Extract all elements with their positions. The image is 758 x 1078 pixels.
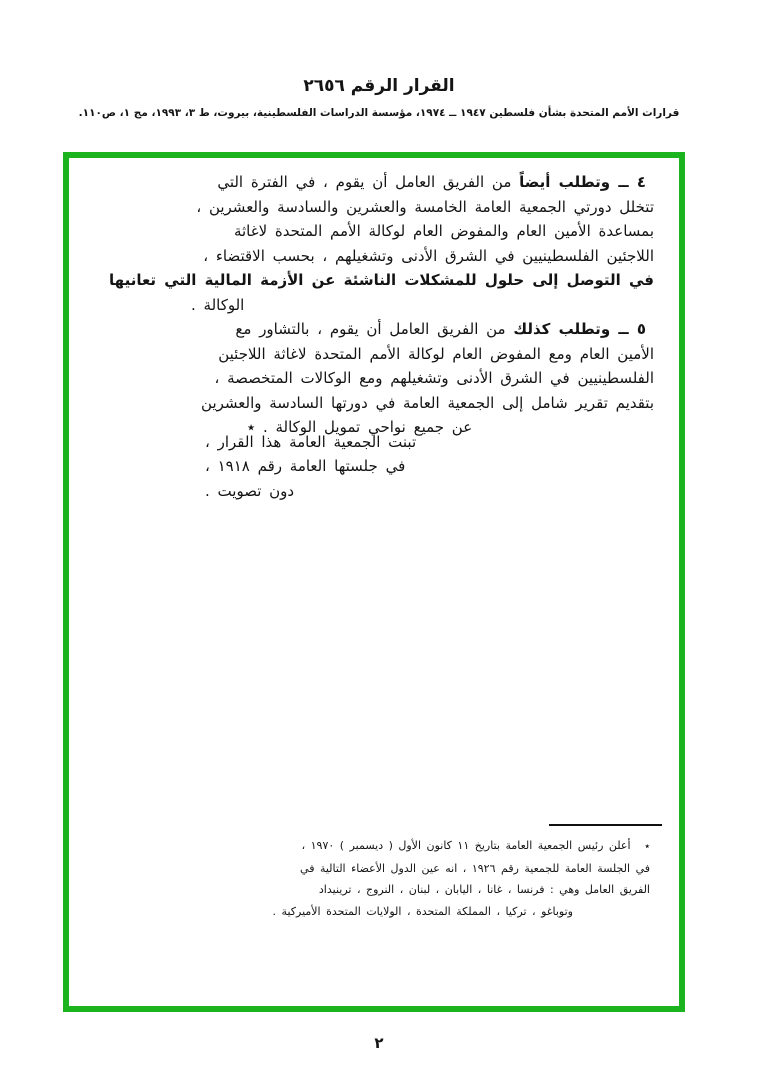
text-line: الوكالة . bbox=[191, 295, 245, 314]
text-line: بتقديم تقرير شامل إلى الجمعية العامة في دورتها السادسة والعشرين bbox=[201, 393, 654, 412]
source-citation: قرارات الأمم المتحدة بشأن فلسطين ١٩٤٧ ــ ١٩٧٤، مؤسسة الدراسات الفلسطينية، بيروت، ط ٣، ١٩٩٣، مج ١، ص١١٠. bbox=[78, 107, 680, 119]
paragraph-5 bbox=[119, 317, 654, 440]
footnote-line: في الجلسة العامة للجمعية رقم ١٩٢٦ ، انه عين الدول الأعضاء التالية في bbox=[300, 861, 650, 875]
resolution-title: القرار الرقم ٢٦٥٦ bbox=[303, 76, 455, 96]
footnote-line: الفريق العامل وهي : فرنسا ، غانا ، اليابان ، لبنان ، النروج ، ترينيداد bbox=[318, 883, 650, 896]
paragraph-5-lead: ٥ ــ وتطلب كذلك bbox=[513, 320, 646, 338]
adoption-line: دون تصويت . bbox=[205, 481, 295, 500]
footnote-separator-rule bbox=[549, 824, 662, 826]
text-line-with-footnote-ref: عن جميع نواحي تمويل الوكالة . ٭ bbox=[247, 418, 473, 436]
paragraph-5-line1: من الفريق العامل أن يقوم ، بالتشاور مع bbox=[235, 320, 514, 338]
text-line: الفلسطينيين في الشرق الأدنى وتشغيلهم ومع الوكالات المتخصصة ، bbox=[214, 369, 654, 387]
paragraph-4 bbox=[109, 170, 654, 317]
adoption-statement bbox=[119, 430, 654, 504]
text-line: بمساعدة الأمين العام والمفوض العام لوكالة الأمم المتحدة لاغاثة bbox=[233, 222, 654, 240]
paragraph-4-line1: من الفريق العامل أن يقوم ، في الفترة التي bbox=[217, 173, 520, 191]
resolution-text bbox=[69, 158, 679, 1006]
adoption-line: تبنت الجمعية العامة هذا القرار ، bbox=[205, 432, 417, 451]
footnote bbox=[109, 824, 662, 922]
footnote-line bbox=[109, 835, 662, 858]
text-line: الأمين العام ومع المفوض العام لوكالة الأمم المتحدة لاغاثة اللاجئين bbox=[218, 344, 654, 363]
text-line bbox=[119, 317, 654, 342]
footnote-line: وتوباغو ، تركيا ، المملكة المتحدة ، الولايات المتحدة الأميركية . bbox=[272, 904, 573, 918]
text-line: اللاجئين الفلسطينيين في الشرق الأدنى وتشغيلهم ، بحسب الاقتضاء ، bbox=[203, 246, 654, 265]
text-line: تتخلل دورتي الجمعية العامة الخامسة والعشرين والسادسة والعشرين ، bbox=[196, 197, 654, 216]
adoption-line: في جلستها العامة رقم ١٩١٨ ، bbox=[205, 457, 406, 475]
footnote-marker: ٭ bbox=[644, 841, 650, 852]
footnote-text: أعلن رئيس الجمعية العامة بتاريخ ١١ كانون الأول ( ديسمبر ) ١٩٧٠ ، bbox=[301, 839, 631, 852]
page-number: ٢ bbox=[374, 1034, 384, 1052]
highlight-box bbox=[63, 152, 685, 1012]
text-line bbox=[119, 170, 654, 195]
text-line-emphasized: في التوصل إلى حلول للمشكلات الناشئة عن الأزمة المالية التي تعانيها bbox=[109, 271, 654, 289]
paragraph-4-lead: ٤ ــ وتطلب أيضاً bbox=[519, 173, 646, 191]
